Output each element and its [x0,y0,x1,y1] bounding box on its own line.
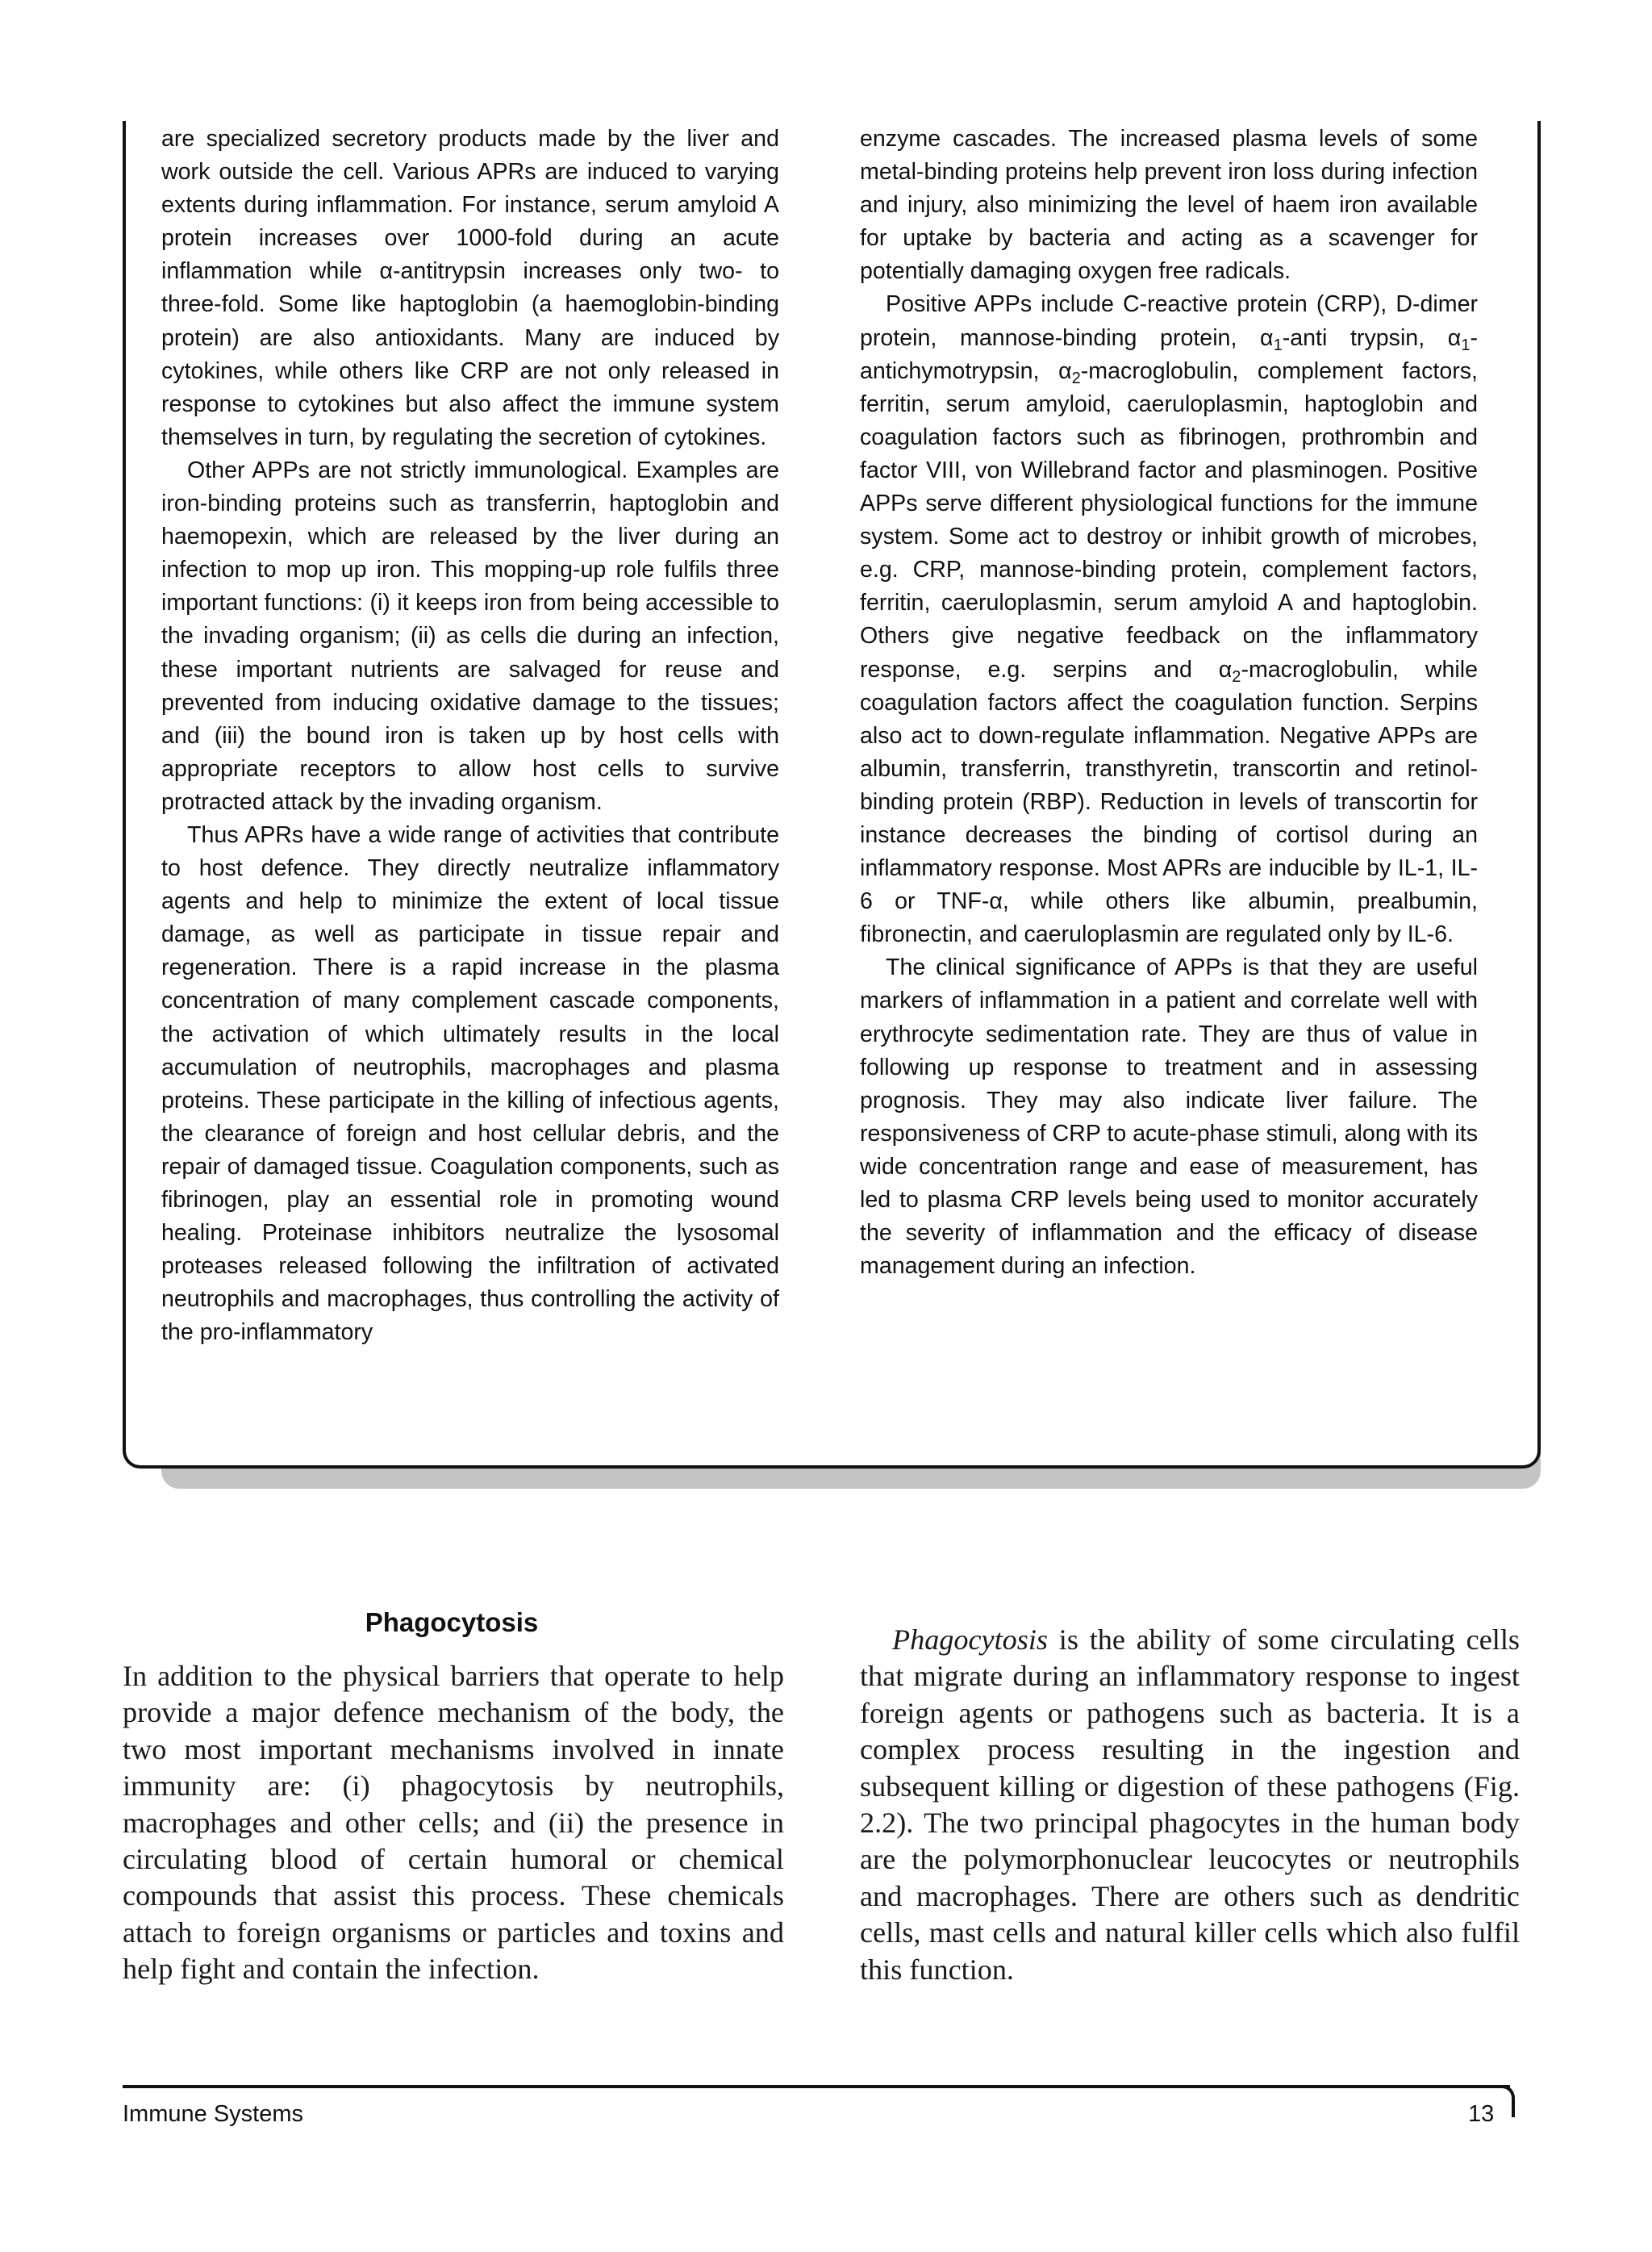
box-paragraph: Other APPs are not strictly immunological. Examples are iron-binding proteins such as transferrin, haptoglobin and haemopexin, which are released by the liver during an infection to mop up iron. This mopping-up role fulfils three important functions: (i) it keeps iron from being accessible to the invading organism; (ii) as cells die during an infection, these important nutrients are salvaged for reuse and prevented from inducing oxidative damage to the tissues; and (iii) the bound iron is taken up by host cells with appropriate receptors to allow host cells to survive protracted attack by the invading organism. [161,457,779,815]
box-left-column [161,123,779,1349]
box-paragraph: are specialized secretory products made by the liver and work outside the cell. Various APRs are induced to varying extents during inflammation. For instance, serum amyloid A protein increases over 1000-fold during an acute inflammation while α-antitrypsin increases only two- to three-fold. Some like haptoglobin (a haemoglobin-binding protein) are also antioxidants. Many are induced by cytokines, while others like CRP are not only released in response to cytokines but also affect the immune system themselves in turn, by regulating the secretion of cytokines. [161,126,779,450]
footer-rule [123,2085,1510,2088]
box-paragraph: enzyme cascades. The increased plasma levels of some metal-binding proteins help prevent iron loss during infection and injury, also minimizing the level of haem iron available for uptake by bacteria and acting as a scavenger for potentially damaging oxygen free radicals. [860,126,1478,285]
italic-term: Phagocytosis [892,1623,1048,1656]
footer-book-title: Immune Systems [123,2101,303,2127]
body-right-column [860,1622,1520,1988]
section-heading: Phagocytosis [365,1607,539,1637]
body-left-column [123,1658,784,1988]
body-paragraph: In addition to the physical barriers that operate to help provide a major defence mechanism of the body, the two most important mechanisms involved in innate immunity are: (i) phagocytosis by neutrophils, macrophages and other cells; and (ii) the presence in circulating blood of certain humoral or chemical compounds that assist this process. These chemicals attach to foreign organisms or particles and toxins and help fight and contain the infection. [123,1660,784,1986]
box-right-column [860,123,1478,1283]
box-paragraph: The clinical significance of APPs is that they are useful markers of inflammation in a patient and correlate well with erythrocyte sedimentation rate. They are thus of value in following up response to treatment and in assessing prognosis. They may also indicate liver failure. The responsiveness of CRP to acute-phase stimuli, along with its wide concentration range and ease of measurement, has led to plasma CRP levels being used to monitor accurately the severity of inflammation and the efficacy of disease management during an infection. [860,955,1478,1280]
box-paragraph-positive-apps: Positive APPs include C-reactive protein (CRP), D-dimer protein, mannose-binding protein, $\alpha_1$-anti trypsin, $\alpha_1$-antichymotrypsin, $\alpha_2$-macroglobulin, complement factors, ferritin, serum amyloid, caeruloplasmin, haptoglobin and coagulation factors such as fibrinogen, prothrombin and factor VIII, von Willebrand factor and plasminogen. Positive APPs serve different physiological functions for the immune system. Some act to destroy or inhibit growth of microbes, e.g. CRP, mannose-binding protein, complement factors, ferritin, caeruloplasmin, serum amyloid A and haptoglobin. Others give negative feedback on the inflammatory response, e.g. serpins and $\alpha_2$-macroglobulin, while coagulation factors affect the coagulation function. Serpins also act to down-regulate inflammation. Negative APPs are albumin, transferrin, transthyretin, transcortin and retinol-binding protein (RBP). Reduction in levels of transcortin for instance decreases the binding of cortisol during an inflammatory response. Most APRs are inducible by IL-1, IL-6 or TNF-α, while others like albumin, prealbumin, fibronectin, and caeruloplasmin are regulated only by IL-6. [860,291,1478,948]
footer-rule-hook [1500,2085,1515,2117]
page-number: 13 [1468,2101,1495,2127]
box-paragraph: Thus APRs have a wide range of activities that contribute to host defence. They directly neutralize inflammatory agents and help to minimize the extent of local tissue damage, as well as participate in tissue repair and regeneration. There is a rapid increase in the plasma concentration of many complement cascade components, the activation of which ultimately results in the local accumulation of neutrophils, macrophages and plasma proteins. These participate in the killing of infectious agents, the clearance of foreign and host cellular debris, and the repair of damaged tissue. Coagulation components, such as fibrinogen, play an essential role in promoting wound healing. Proteinase inhibitors neutralize the lysosomal proteases released following the infiltration of activated neutrophils and macrophages, thus controlling the activity of the pro-inflammatory [161,821,779,1346]
body-paragraph: Phagocytosis is the ability of some circulating cells that migrate during an inflammatory response to ingest foreign agents or pathogens such as bacteria. It is a complex process resulting in the ingestion and subsequent killing or digestion of these pathogens (Fig. 2.2). The two principal phagocytes in the human body are the polymorphonuclear leucocytes or neutrophils and macrophages. There are others such as dendritic cells, mast cells and natural killer cells which also fulfil this function. [860,1623,1520,1986]
